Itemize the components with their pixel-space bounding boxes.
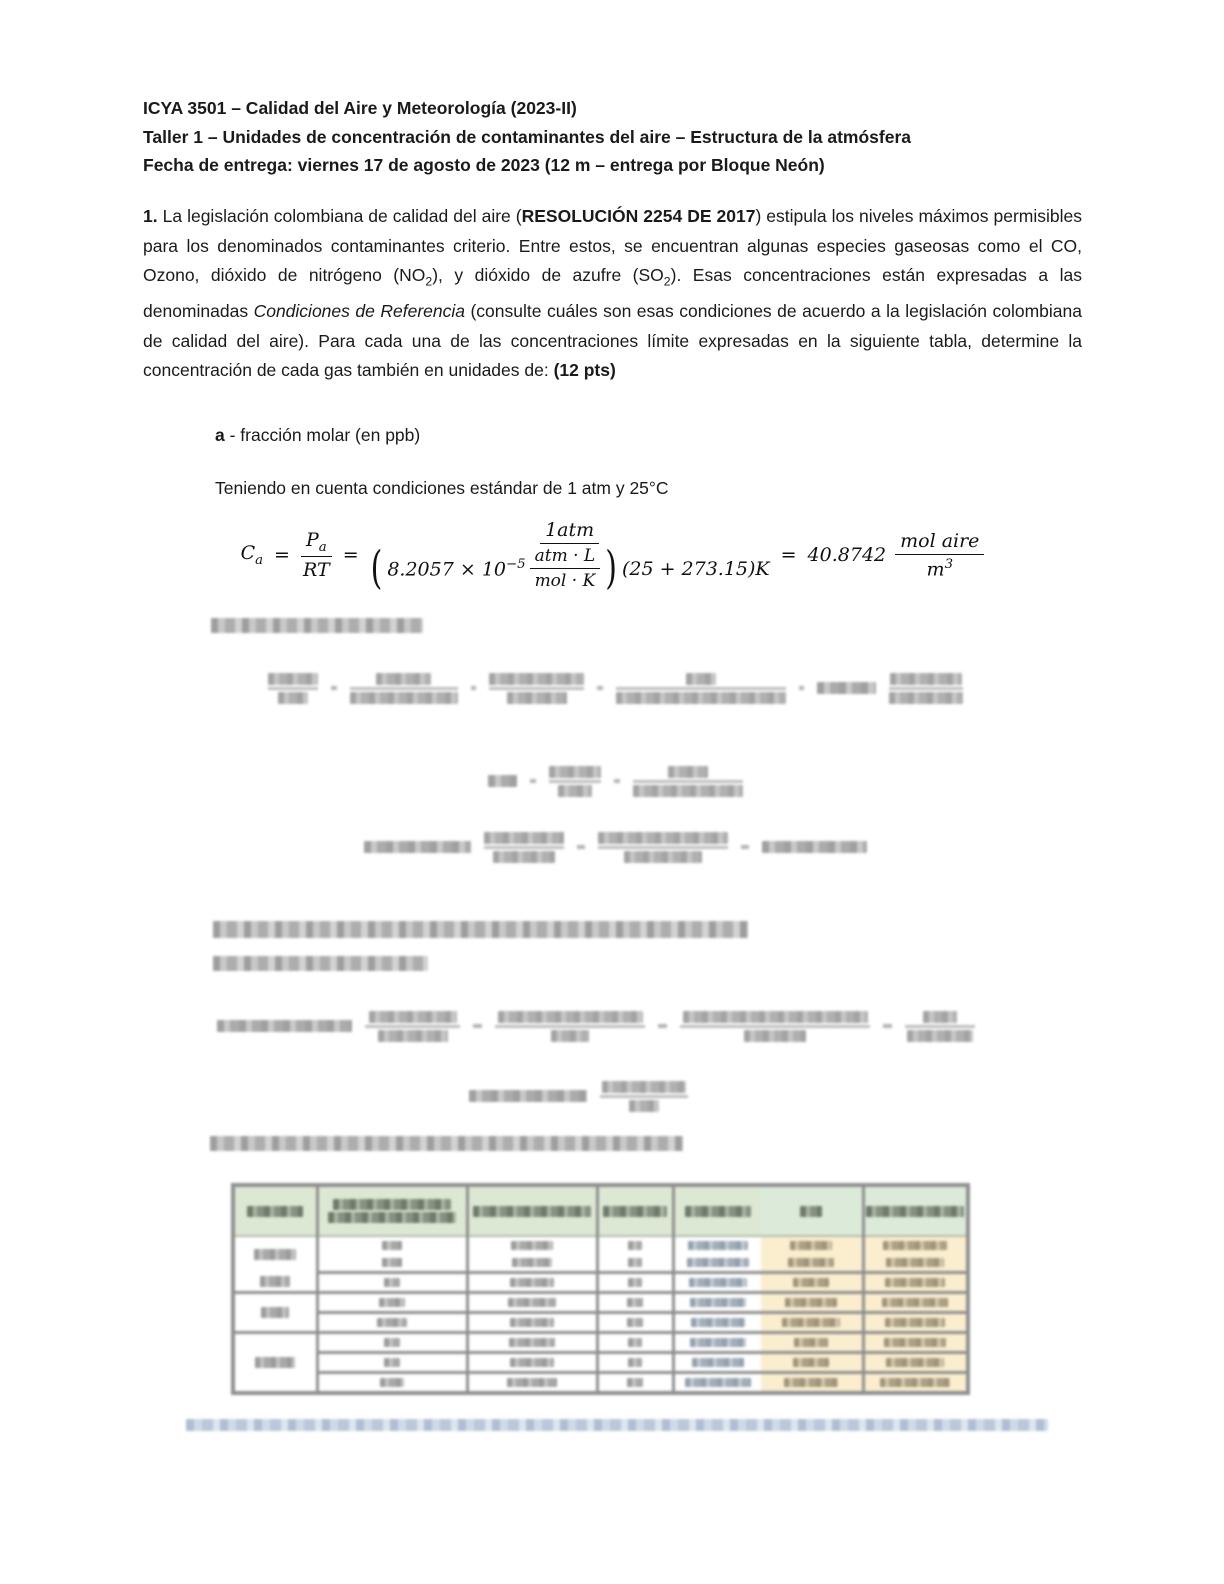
pollutant-group-2 [233,1273,317,1293]
document-header [143,94,1082,180]
eq-lhs: $C_a$ [240,542,264,568]
header-cell-2 [317,1185,467,1236]
standard-conditions-line: Teniendo en cuenta condiciones estándar de 1 atm y 25°C [215,478,669,498]
redacted-item-b-heading [213,921,748,938]
problem-number: 1. [143,206,158,226]
redacted-equation-3 [364,824,867,870]
molar-concentration-equation: $C_a$ = $\frac{P_a}{RT}$ = 1atm ( $8.2057 \times 10^{-5}$ $\frac{\text{atm · L}}{\text{mol · K}}$ ) (25 + 273.15)K = 40.8742 $\frac{\text{mol aire}}{m^3}$ [143,512,1082,598]
redacted-equation-2 [488,757,743,805]
eq-frac-pa-rt: $\frac{P_a}{RT}$ [301,529,332,582]
table-row-4 [233,1293,968,1313]
table-row-3 [233,1273,968,1293]
item-a-heading: a - fracción molar (en ppb) [215,425,421,445]
course-title: ICYA 3501 – Calidad del Aire y Meteorología (2023-II) [143,98,577,118]
pollutant-group-3 [233,1293,317,1333]
header-cell-7 [863,1185,968,1236]
header-cell-1 [233,1185,317,1236]
problem-statement: 1. La legislación colombiana de calidad del aire (RESOLUCIÓN 2254 DE 2017) estipula los niveles máximos permisibles para los denominados contaminantes criterio. Entre estos, se encuentran algunas especies gaseosas como el CO, Ozono, dióxido de nitrógeno $(NO_2)$, y dióxido de azufre $(SO_2)$. Esas concentraciones están expresadas a las denominadas Condiciones de Referencia (consulte cuáles son esas condiciones de acuerdo a la legislación colombiana de calidad del aire). Para cada una de las concentraciones límite expresadas en la siguiente tabla, determine la concentración de cada gas también en unidades de: (12 pts) [143,206,1083,380]
redacted-table-caption [186,1419,1048,1431]
table-row-7 [233,1353,968,1373]
table-row-6 [233,1333,968,1353]
eq-result-value: 40.8742 [807,544,887,566]
table-row-5 [233,1313,968,1333]
eq-result-units: $\frac{\text{mol aire}}{m^3}$ [895,530,984,580]
close-paren: ) [605,542,617,595]
results-table-container [231,1183,970,1395]
table-row-2 [233,1254,968,1273]
header-cell-4 [597,1185,673,1236]
results-table [231,1183,970,1395]
header-cell-5 [673,1185,761,1236]
table-row-8 [233,1373,968,1394]
redacted-text-so2-case [211,618,423,633]
header-cell-6 [761,1185,863,1236]
redacted-equation-1 [268,664,963,712]
eq-main-fraction: 1atm ( $8.2057 \times 10^{-5}$ $\frac{\text{atm · L}}{\text{mol · K}}$ ) (25 + 273.15)K [370,519,770,595]
redacted-equation-4 [217,1000,1008,1052]
pollutant-group-1 [233,1236,317,1273]
pollutant-group-4 [233,1333,317,1394]
redacted-equation-5 [469,1078,692,1114]
open-paren: ( [370,542,383,595]
table-row-1 [233,1236,968,1254]
header-cell-3 [467,1185,597,1236]
resolution-reference: RESOLUCIÓN 2254 DE 2017 [521,206,756,226]
assignment-title: Taller 1 – Unidades de concentración de contaminantes del aire – Estructura de la atmósfera [143,126,911,147]
due-date-line: Fecha de entrega: viernes 17 de agosto de 2023 (12 m – entrega por Bloque Neón) [143,155,825,175]
redacted-table-intro-line [210,1136,683,1151]
points-label: (12 pts) [553,360,616,380]
reference-conditions-term: Condiciones de Referencia [253,301,465,321]
table-header-row [233,1185,968,1236]
redacted-text-so2-case-2 [213,956,428,971]
